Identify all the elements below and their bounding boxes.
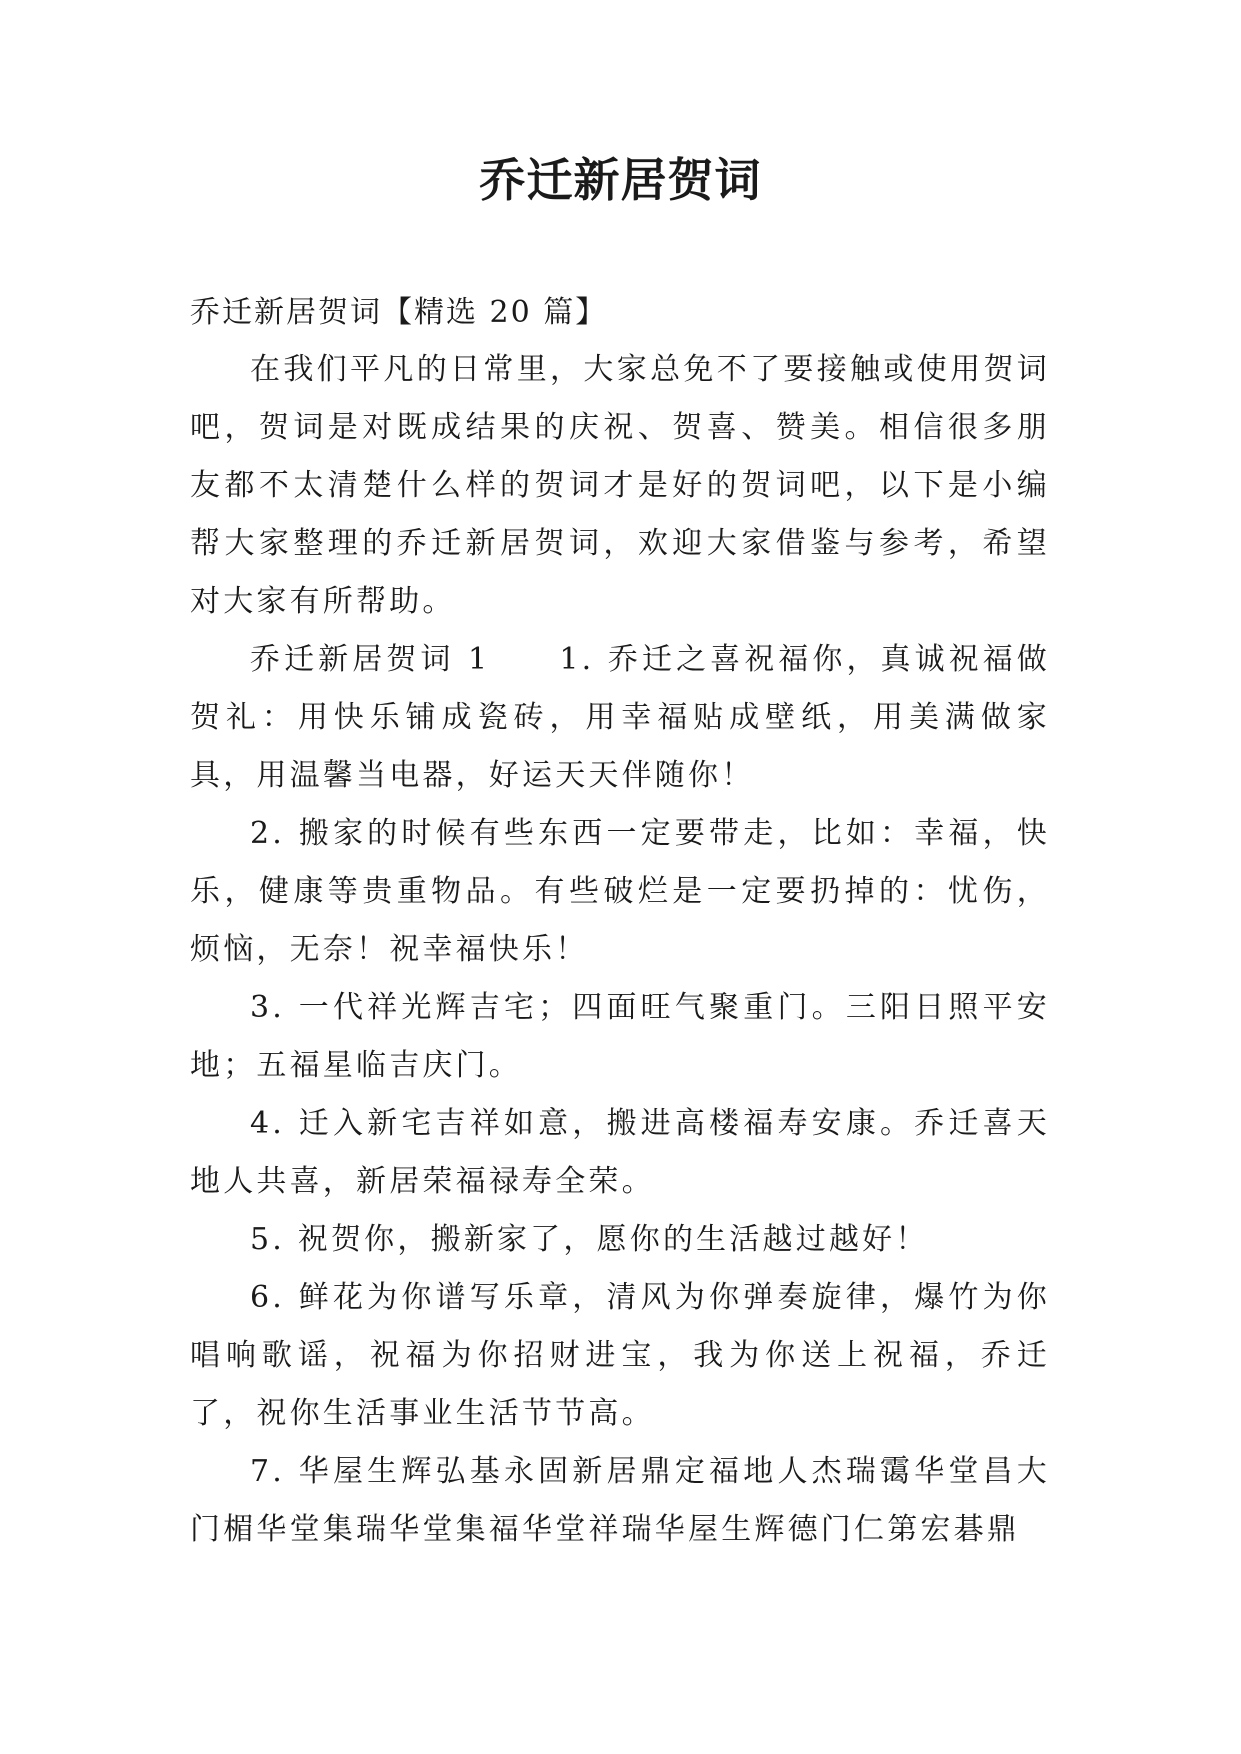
paragraph-item-4: 4. 迁入新宅吉祥如意，搬进高楼福寿安康。乔迁喜天地人共喜，新居荣福禄寿全荣。: [190, 1106, 1050, 1199]
paragraph-item-7: 7. 华屋生辉弘基永固新居鼎定福地人杰瑞霭华堂昌大门楣华堂集瑞华堂集福华堂祥瑞华屋生辉德门仁第宏碁鼎: [190, 1454, 1050, 1547]
paragraph-item-1: 乔迁新居贺词 1 1. 乔迁之喜祝福你，真诚祝福做贺礼：用快乐铺成瓷砖，用幸福贴成壁纸，用美满做家具，用温馨当电器，好运天天伴随你！: [190, 642, 1050, 793]
paragraph-item-3: 3. 一代祥光辉吉宅；四面旺气聚重门。三阳日照平安地；五福星临吉庆门。: [190, 990, 1050, 1083]
paragraph-item-6: 6. 鲜花为你谱写乐章，清风为你弹奏旋律，爆竹为你唱响歌谣，祝福为你招财进宝，我为你送上祝福，乔迁了，祝你生活事业生活节节高。: [190, 1280, 1050, 1431]
paragraph-intro: 在我们平凡的日常里，大家总免不了要接触或使用贺词吧，贺词是对既成结果的庆祝、贺喜、赞美。相信很多朋友都不太清楚什么样的贺词才是好的贺词吧，以下是小编帮大家整理的乔迁新居贺词，欢迎大家借鉴与参考，希望对大家有所帮助。: [190, 352, 1050, 619]
document-body: [190, 285, 1050, 1559]
paragraph-item-5: 5. 祝贺你，搬新家了，愿你的生活越过越好！: [250, 1222, 929, 1257]
document-title: 乔迁新居贺词: [479, 153, 762, 207]
document-subtitle: 乔迁新居贺词【精选 20 篇】: [190, 295, 608, 330]
paragraph-item-2: 2. 搬家的时候有些东西一定要带走，比如：幸福，快乐，健康等贵重物品。有些破烂是一定要扔掉的：忧伤，烦恼，无奈！祝幸福快乐！: [190, 816, 1050, 967]
